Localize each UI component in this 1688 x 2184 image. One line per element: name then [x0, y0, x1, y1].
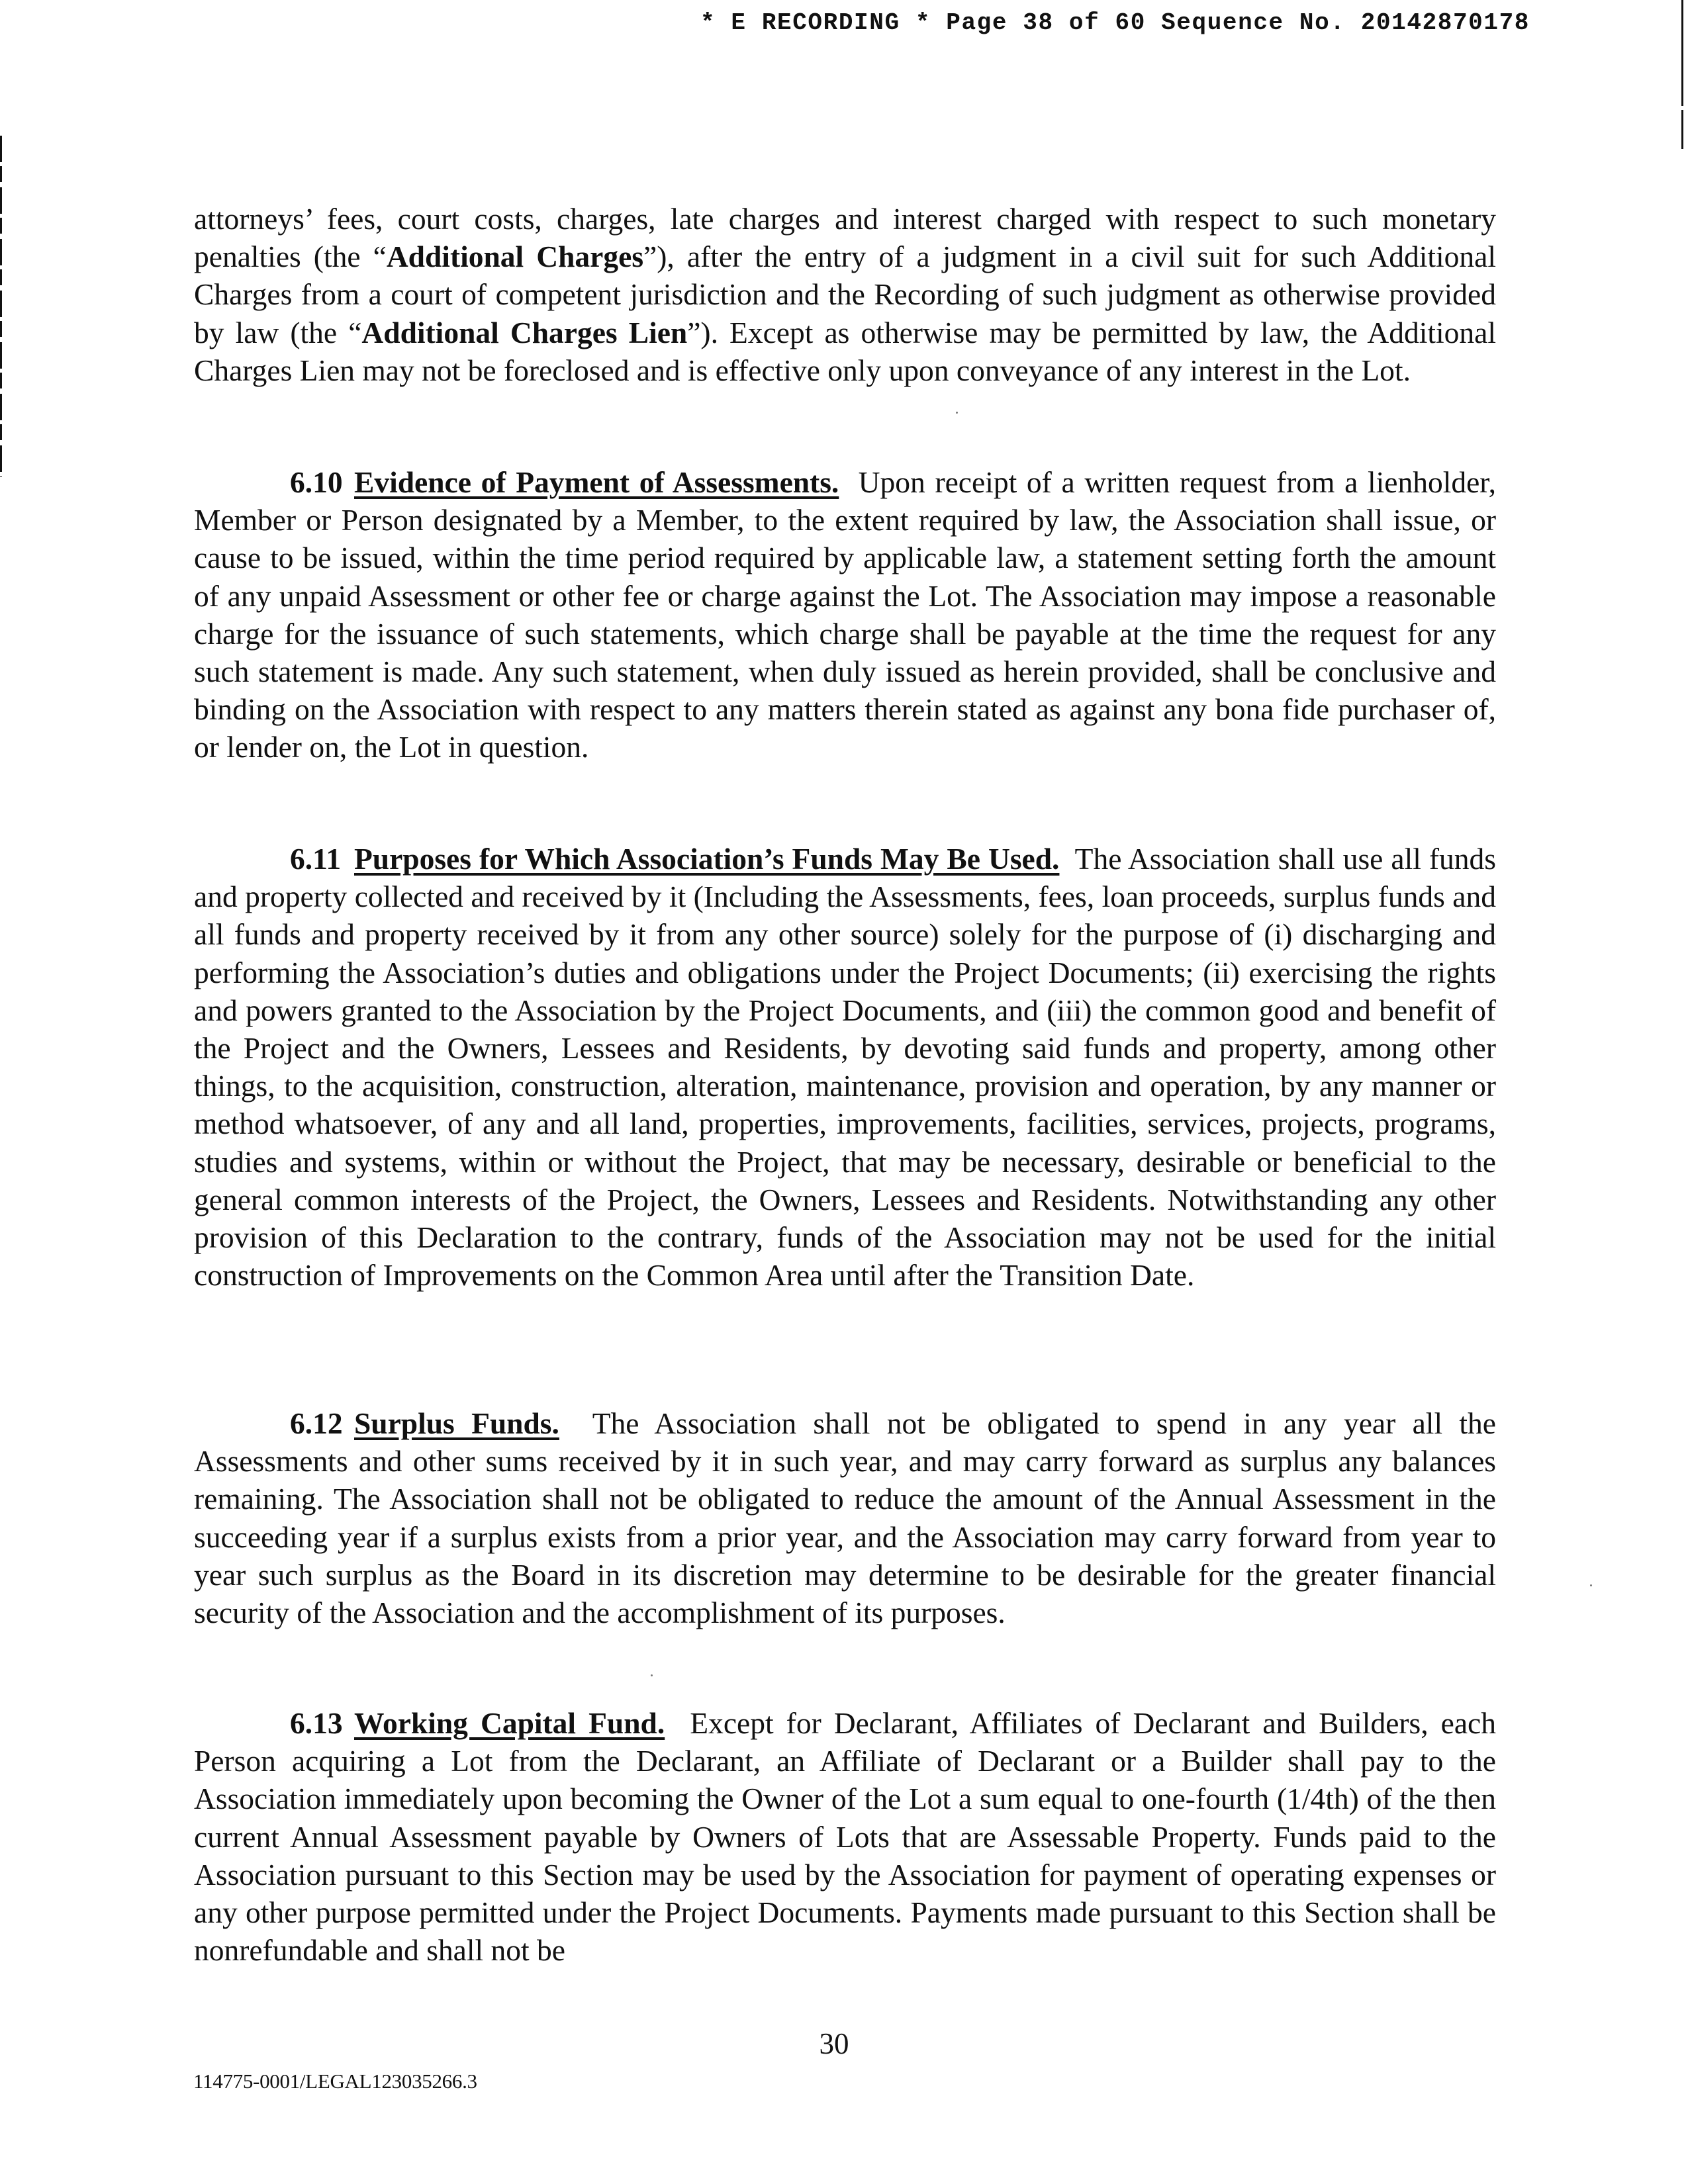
section-body: The Association shall use all funds and property collected and received by it (Including the Assessments, fees, loan proceeds, surplus funds and all funds and property received by it from any other source) solely for the purpose of (i) discharging and performing the Association’s duties and obligations under the Project Documents; (ii) exercising the rights and powers granted to the Association by the Project Documents, and (iii) the common good and benefit of the Project and the Owners, Lessees and Residents, by devoting said funds and property, among other things, to the acquisition, construction, alteration, maintenance, provision and operation, by any manner or method whatsoever, of any and all land, properties, improvements, facilities, services, projects, programs, studies and systems, within or without the Project, that may be necessary, desirable or beneficial to the general common interests of the Project, the Owners, Lessees and Residents. Notwithstanding any other provision of this Declaration to the contrary, funds of the Association may not be used for the initial construction of Improvements on the Common Area until after the Transition Date.: [194, 842, 1496, 1293]
scan-speck: [1590, 1584, 1592, 1586]
continuation-paragraph: [194, 200, 1496, 389]
scan-speck: [956, 412, 958, 414]
section-6-11: [194, 840, 1496, 1294]
section-body: Except for Declarant, Affiliates of Declarant and Builders, each Person acquiring a Lot from the Declarant, an Affiliate of Declarant or a Builder shall pay to the Association immediately upon becoming the Owner of the Lot a sum equal to one-fourth (1/4th) of the then current Annual Assessment payable by Owners of Lots that are Assessable Property. Funds paid to the Association pursuant to this Section may be used by the Association for payment of operating expenses or any other purpose permitted under the Project Documents. Payments made pursuant to this Section shall be nonrefundable and shall not be: [194, 1706, 1497, 1968]
section-6-12: [194, 1404, 1496, 1631]
continuation-text: [194, 200, 1496, 389]
defined-term-additional-charges-lien: Additional Charges Lien: [361, 315, 688, 349]
scan-edge-right: [1681, 0, 1683, 162]
text-run: ”). Except as otherwise may be permitted by law, the Additional Charges Lien may not be foreclosed and is effective only upon conveyance of any interest in the Lot.: [194, 315, 1496, 387]
section-number: 6.10: [290, 465, 343, 499]
section-title: Working Capital Fund.: [354, 1706, 665, 1740]
section-6-10: [194, 463, 1496, 766]
recording-stamp: * E RECORDING * Page 38 of 60 Sequence No. 20142870178: [700, 9, 1530, 36]
section-6-13: [194, 1704, 1496, 1969]
section-title: Evidence of Payment of Assessments.: [354, 465, 839, 499]
text-run: attorneys’ fees, court costs, charges, late charges and interest charged with respect to such monetary penalties (the “: [194, 202, 1496, 274]
section-title: Surplus Funds.: [354, 1406, 559, 1440]
section-title: Purposes for Which Association’s Funds May Be Used.: [354, 842, 1060, 876]
page-number: 30: [819, 2027, 849, 2060]
section-body: Upon receipt of a written request from a lienholder, Member or Person designated by a Member, to the extent required by law, the Association shall issue, or cause to be issued, within the time period required by applicable law, a statement setting forth the amount of any unpaid Assessment or other fee or charge against the Lot. The Association may impose a reasonable charge for the issuance of such statements, which charge shall be payable at the time the request for any such statement is made. Any such statement, when duly issued as herein provided, shall be conclusive and binding on the Association with respect to any matters therein stated as against any bona fide purchaser of, or lender on, the Lot in question.: [194, 465, 1497, 764]
scan-edge-left: [0, 136, 2, 477]
section-number: 6.11: [290, 842, 342, 876]
section-number: 6.13: [290, 1706, 343, 1740]
section-number: 6.12: [290, 1406, 343, 1440]
document-id: 114775-0001/LEGAL123035266.3: [193, 2070, 477, 2093]
text-run: ”), after the entry of a judgment in a civil suit for such Additional Charges from a court of competent jurisdiction and the Recording of such judgment as otherwise provided by law (the “: [194, 240, 1496, 349]
defined-term-additional-charges: Additional Charges: [386, 240, 644, 274]
section-body: The Association shall not be obligated to spend in any year all the Assessments and other sums received by it in such year, and may carry forward as surplus any balances remaining. The Association shall not be obligated to reduce the amount of the Annual Assessment in the succeeding year if a surplus exists from a prior year, and the Association may carry forward from year to year such surplus as the Board in its discretion may determine to be desirable for the greater financial security of the Association and the accomplishment of its purposes.: [194, 1406, 1496, 1630]
scan-speck: [651, 1674, 653, 1676]
